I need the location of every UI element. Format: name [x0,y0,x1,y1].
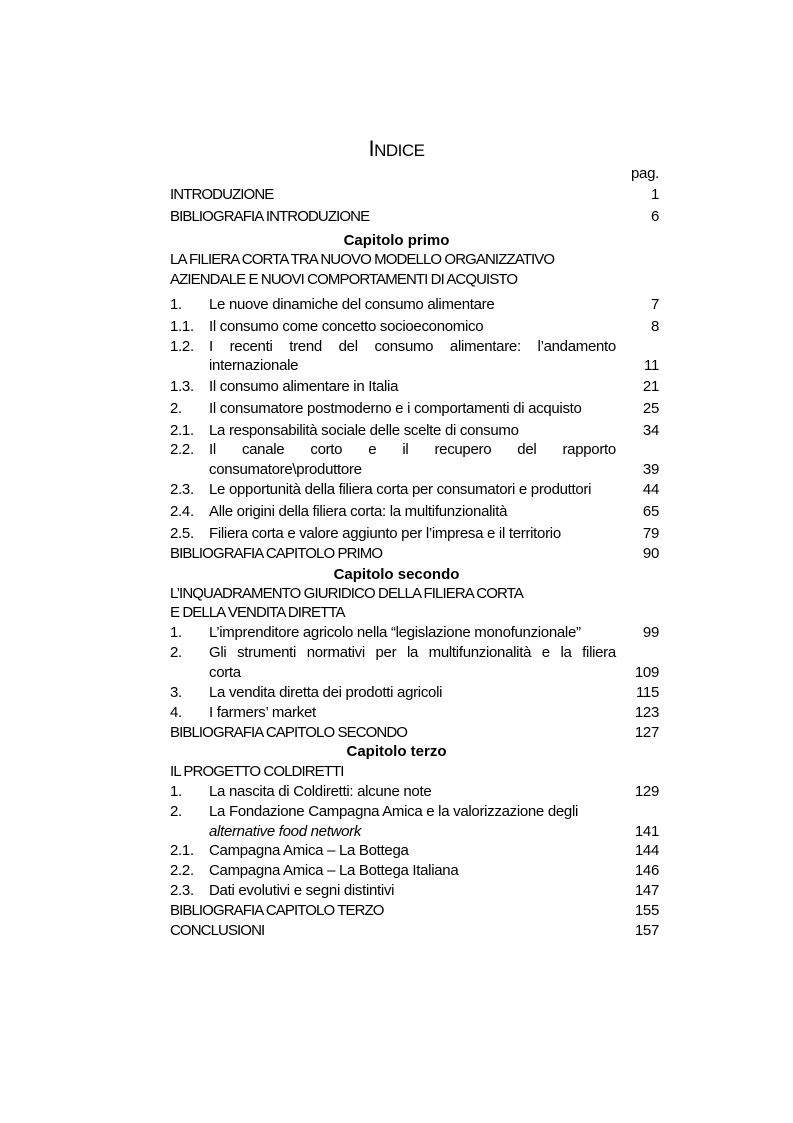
entry-page: 115 [635,684,659,701]
entry-text: Le nuove dinamiche del consumo alimentare [209,296,495,313]
entry-word: per [375,644,397,661]
entry-word: I [209,338,213,355]
entry-page: 79 [642,525,659,542]
entry-number: 1. [170,296,182,313]
entry-text: L’imprenditore agricolo nella “legislazione monofunzionale” [209,624,581,641]
chapter-heading: Capitolo secondo [333,566,460,583]
entry-label: BIBLIOGRAFIA CAPITOLO TERZO [170,902,384,919]
entry-text: Le opportunità della filiera corta per consumatori e produttori [209,481,592,498]
entry-text [209,643,616,663]
entry-word: rapporto [562,441,616,458]
entry-text: La Fondazione Campagna Amica e la valorizzazione degli [209,803,579,820]
entry-page: 141 [634,823,659,840]
entry-number: 1. [170,783,182,800]
entry-word: e [368,441,377,458]
entry-page: 1 [650,186,659,203]
entry-number: 2.2. [170,862,194,879]
entry-number: 2. [170,803,182,820]
entry-word: la [560,644,572,661]
entry-word: consumo [374,338,434,355]
entry-text: corta [209,664,241,681]
entry-word: multifunzionalità [428,644,532,661]
entry-number: 4. [170,704,182,721]
entry-page: 65 [642,503,659,520]
entry-text: internazionale [209,357,299,374]
entry-text: I farmers’ market [209,704,316,721]
entry-word: alimentare: [449,338,521,355]
entry-text: consumatore\produttore [209,461,362,478]
page-title [0,136,793,162]
entry-page: 123 [634,704,659,721]
entry-page: 155 [634,902,659,919]
entry-page: 146 [634,862,659,879]
chapter-title-line: L’INQUADRAMENTO GIURIDICO DELLA FILIERA CORTA [170,585,523,602]
entry-word: il [402,441,409,458]
entry-page: 147 [634,882,659,899]
entry-number: 2.4. [170,503,194,520]
title-rest: NDICE [374,141,425,160]
entry-page: 144 [634,842,659,859]
entry-word: filiera [582,644,616,661]
entry-page: 90 [642,545,659,562]
entry-page: 34 [642,422,659,439]
entry-text: Il consumatore postmoderno e i comportamenti di acquisto [209,400,582,417]
entry-number: 2. [170,400,182,417]
entry-page: 11 [644,357,659,374]
entry-number: 2.3. [170,882,194,899]
entry-number: 2.3. [170,481,194,498]
entry-word: Gli [209,644,227,661]
entry-page: 127 [634,724,659,741]
entry-label: BIBLIOGRAFIA CAPITOLO PRIMO [170,545,383,562]
entry-word: trend [289,338,322,355]
entry-word: canale [241,441,285,458]
entry-label: INTRODUZIONE [170,186,274,203]
entry-page: 129 [634,783,659,800]
entry-page: 25 [642,400,659,417]
entry-label: CONCLUSIONI [170,922,265,939]
entry-page: 6 [650,208,659,225]
entry-text: Campagna Amica – La Bottega Italiana [209,862,459,879]
entry-number: 2.1. [170,422,194,439]
entry-word: del [517,441,537,458]
entry-number: 1.3. [170,378,194,395]
entry-page: 157 [634,922,659,939]
entry-word: normativi [306,644,365,661]
entry-text: Il consumo alimentare in Italia [209,378,399,395]
chapter-heading: Capitolo primo [343,232,450,249]
chapter-title-line: AZIENDALE E NUOVI COMPORTAMENTI DI ACQUISTO [170,271,518,288]
entry-page: 8 [650,318,659,335]
entry-page: 21 [642,378,659,395]
entry-label: BIBLIOGRAFIA CAPITOLO SECONDO [170,724,408,741]
chapter-heading: Capitolo terzo [346,743,447,760]
entry-number: 1. [170,624,182,641]
entry-text [209,337,616,357]
entry-text: alternative food network [209,823,362,840]
entry-number: 2.1. [170,842,194,859]
entry-number: 1.2. [170,338,194,355]
entry-word: corto [310,441,343,458]
entry-text: La nascita di Coldiretti: alcune note [209,783,432,800]
entry-text: La vendita diretta dei prodotti agricoli [209,684,443,701]
entry-word: Il [209,441,216,458]
entry-page: 109 [634,664,659,681]
entry-text [209,440,616,460]
entry-number: 3. [170,684,182,701]
entry-page: 39 [642,461,659,478]
entry-text: Alle origini della filiera corta: la multifunzionalità [209,503,508,520]
chapter-title-line: LA FILIERA CORTA TRA NUOVO MODELLO ORGANIZZATIVO [170,251,555,268]
entry-word: recenti [229,338,273,355]
entry-word: l’andamento [537,338,616,355]
entry-text: La responsabilità sociale delle scelte di consumo [209,422,519,439]
entry-word: recupero [434,441,492,458]
pag-label: pag. [631,165,659,182]
entry-label: BIBLIOGRAFIA INTRODUZIONE [170,208,370,225]
entry-word: la [406,644,419,661]
entry-number: 2. [170,644,182,661]
chapter-title-line: E DELLA VENDITA DIRETTA [170,604,345,621]
title-initial: I [368,136,375,161]
entry-text: Il consumo come concetto socioeconomico [209,318,484,335]
entry-page: 7 [650,296,659,313]
entry-page: 44 [642,481,659,498]
entry-page: 99 [642,624,659,641]
entry-text: Dati evolutivi e segni distintivi [209,882,395,899]
entry-word: e [541,644,550,661]
entry-word: strumenti [237,644,297,661]
chapter-title-line: IL PROGETTO COLDIRETTI [170,763,344,780]
entry-number: 2.5. [170,525,194,542]
entry-word: del [338,338,358,355]
entry-text: Campagna Amica – La Bottega [209,842,409,859]
entry-number: 1.1. [170,318,194,335]
entry-number: 2.2. [170,441,194,458]
entry-text: Filiera corta e valore aggiunto per l’impresa e il territorio [209,525,561,542]
